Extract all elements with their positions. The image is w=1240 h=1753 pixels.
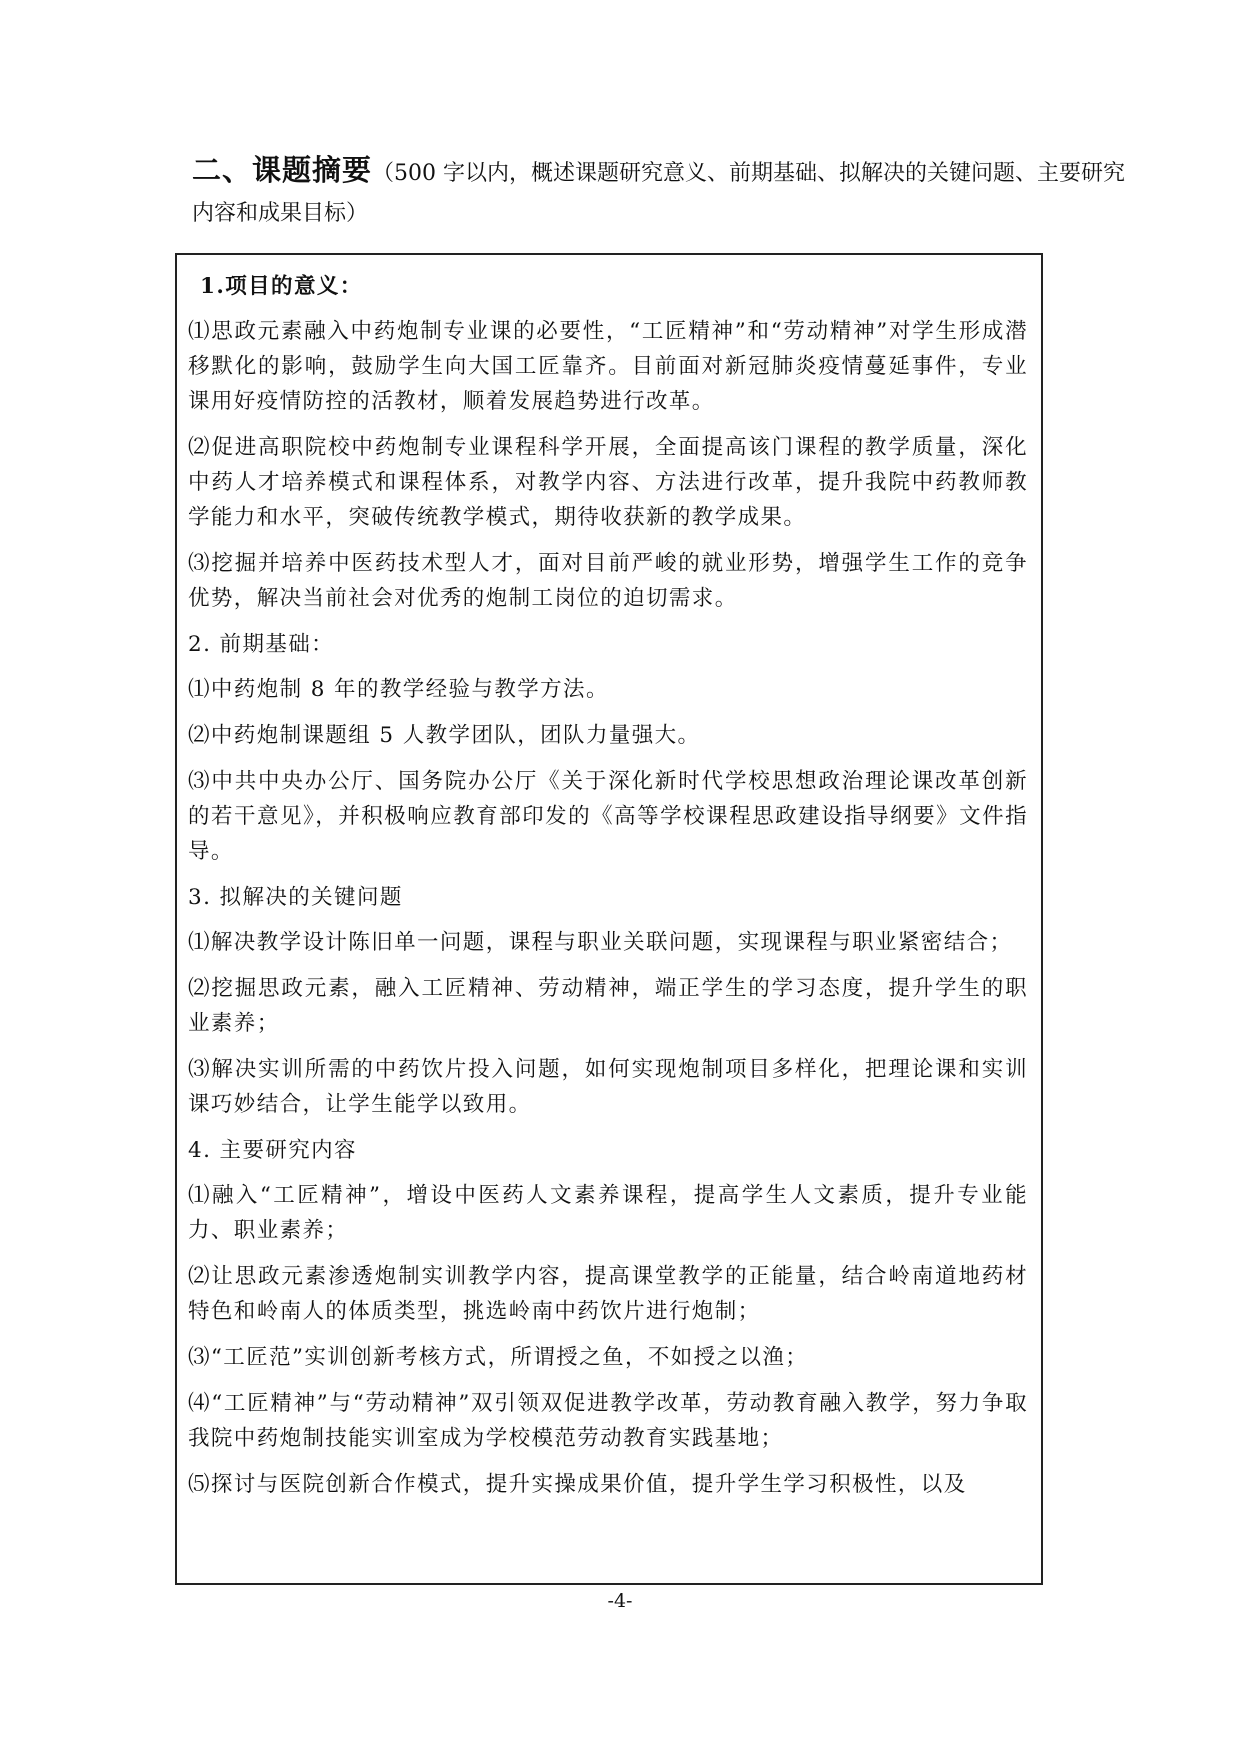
- section-note: （500 字以内，概述课题研究意义、前期基础、拟解决的关键问题、主要研究内容和成果目标）: [192, 161, 1126, 226]
- significance-item-1: ⑴思政元素融入中药炮制专业课的必要性，“工匠精神”和“劳动精神”对学生形成潜移默化的影响，鼓励学生向大国工匠靠齐。目前面对新冠肺炎疫情蔓延事件，专业课用好疫情防控的活教材，顺着发展趋势进行改革。: [188, 319, 1028, 414]
- section-title: 二、课题摘要: [192, 153, 373, 187]
- section-heading: [192, 150, 1137, 234]
- abstract-content: [188, 269, 1028, 1502]
- significance-item-2: ⑵促进高职院校中药炮制专业课程科学开展，全面提高该门课程的教学质量，深化中药人才培养模式和课程体系，对教学内容、方法进行改革，提升我院中药教师教学能力和水平，突破传统教学模式，期待收获新的教学成果。: [188, 435, 1028, 530]
- research-item-2: ⑵让思政元素渗透炮制实训教学内容，提高课堂教学的正能量，结合岭南道地药材特色和岭南人的体质类型，挑选岭南中药饮片进行炮制；: [188, 1264, 1028, 1324]
- problems-item-1: ⑴解决教学设计陈旧单一问题，课程与职业关联问题，实现课程与职业紧密结合；: [188, 930, 1013, 955]
- problems-item-3: ⑶解决实训所需的中药饮片投入问题，如何实现炮制项目多样化，把理论课和实训课巧妙结合，让学生能学以致用。: [188, 1057, 1028, 1117]
- significance-item-3: ⑶挖掘并培养中医药技术型人才，面对目前严峻的就业形势，增强学生工作的竞争优势，解决当前社会对优秀的炮制工岗位的迫切需求。: [188, 551, 1028, 611]
- research-heading: 4. 主要研究内容: [188, 1138, 357, 1163]
- foundation-item-1: ⑴中药炮制 8 年的教学经验与教学方法。: [188, 677, 609, 702]
- foundation-item-3: ⑶中共中央办公厅、国务院办公厅《关于深化新时代学校思想政治理论课改革创新的若干意见》，并积极响应教育部印发的《高等学校课程思政建设指导纲要》文件指导。: [188, 769, 1028, 864]
- significance-heading: 1.项目的意义：: [200, 274, 363, 299]
- problems-heading: 3. 拟解决的关键问题: [188, 885, 403, 910]
- research-item-1: ⑴融入“工匠精神”，增设中医药人文素养课程，提高学生人文素质，提升专业能力、职业素养；: [188, 1183, 1028, 1243]
- research-item-3: ⑶“工匠范”实训创新考核方式，所谓授之鱼，不如授之以渔；: [188, 1345, 809, 1370]
- problems-item-2: ⑵挖掘思政元素，融入工匠精神、劳动精神，端正学生的学习态度，提升学生的职业素养；: [188, 976, 1028, 1036]
- foundation-heading: 2. 前期基础：: [188, 632, 335, 657]
- abstract-box: [175, 253, 1043, 1585]
- research-item-4: ⑷“工匠精神”与“劳动精神”双引领双促进教学改革，劳动教育融入教学，努力争取我院中药炮制技能实训室成为学校模范劳动教育实践基地；: [188, 1391, 1028, 1451]
- page-number: -4-: [607, 1590, 633, 1612]
- research-item-5: ⑸探讨与医院创新合作模式，提升实操成果价值，提升学生学习积极性，以及: [188, 1472, 967, 1497]
- foundation-item-2: ⑵中药炮制课题组 5 人教学团队，团队力量强大。: [188, 723, 701, 748]
